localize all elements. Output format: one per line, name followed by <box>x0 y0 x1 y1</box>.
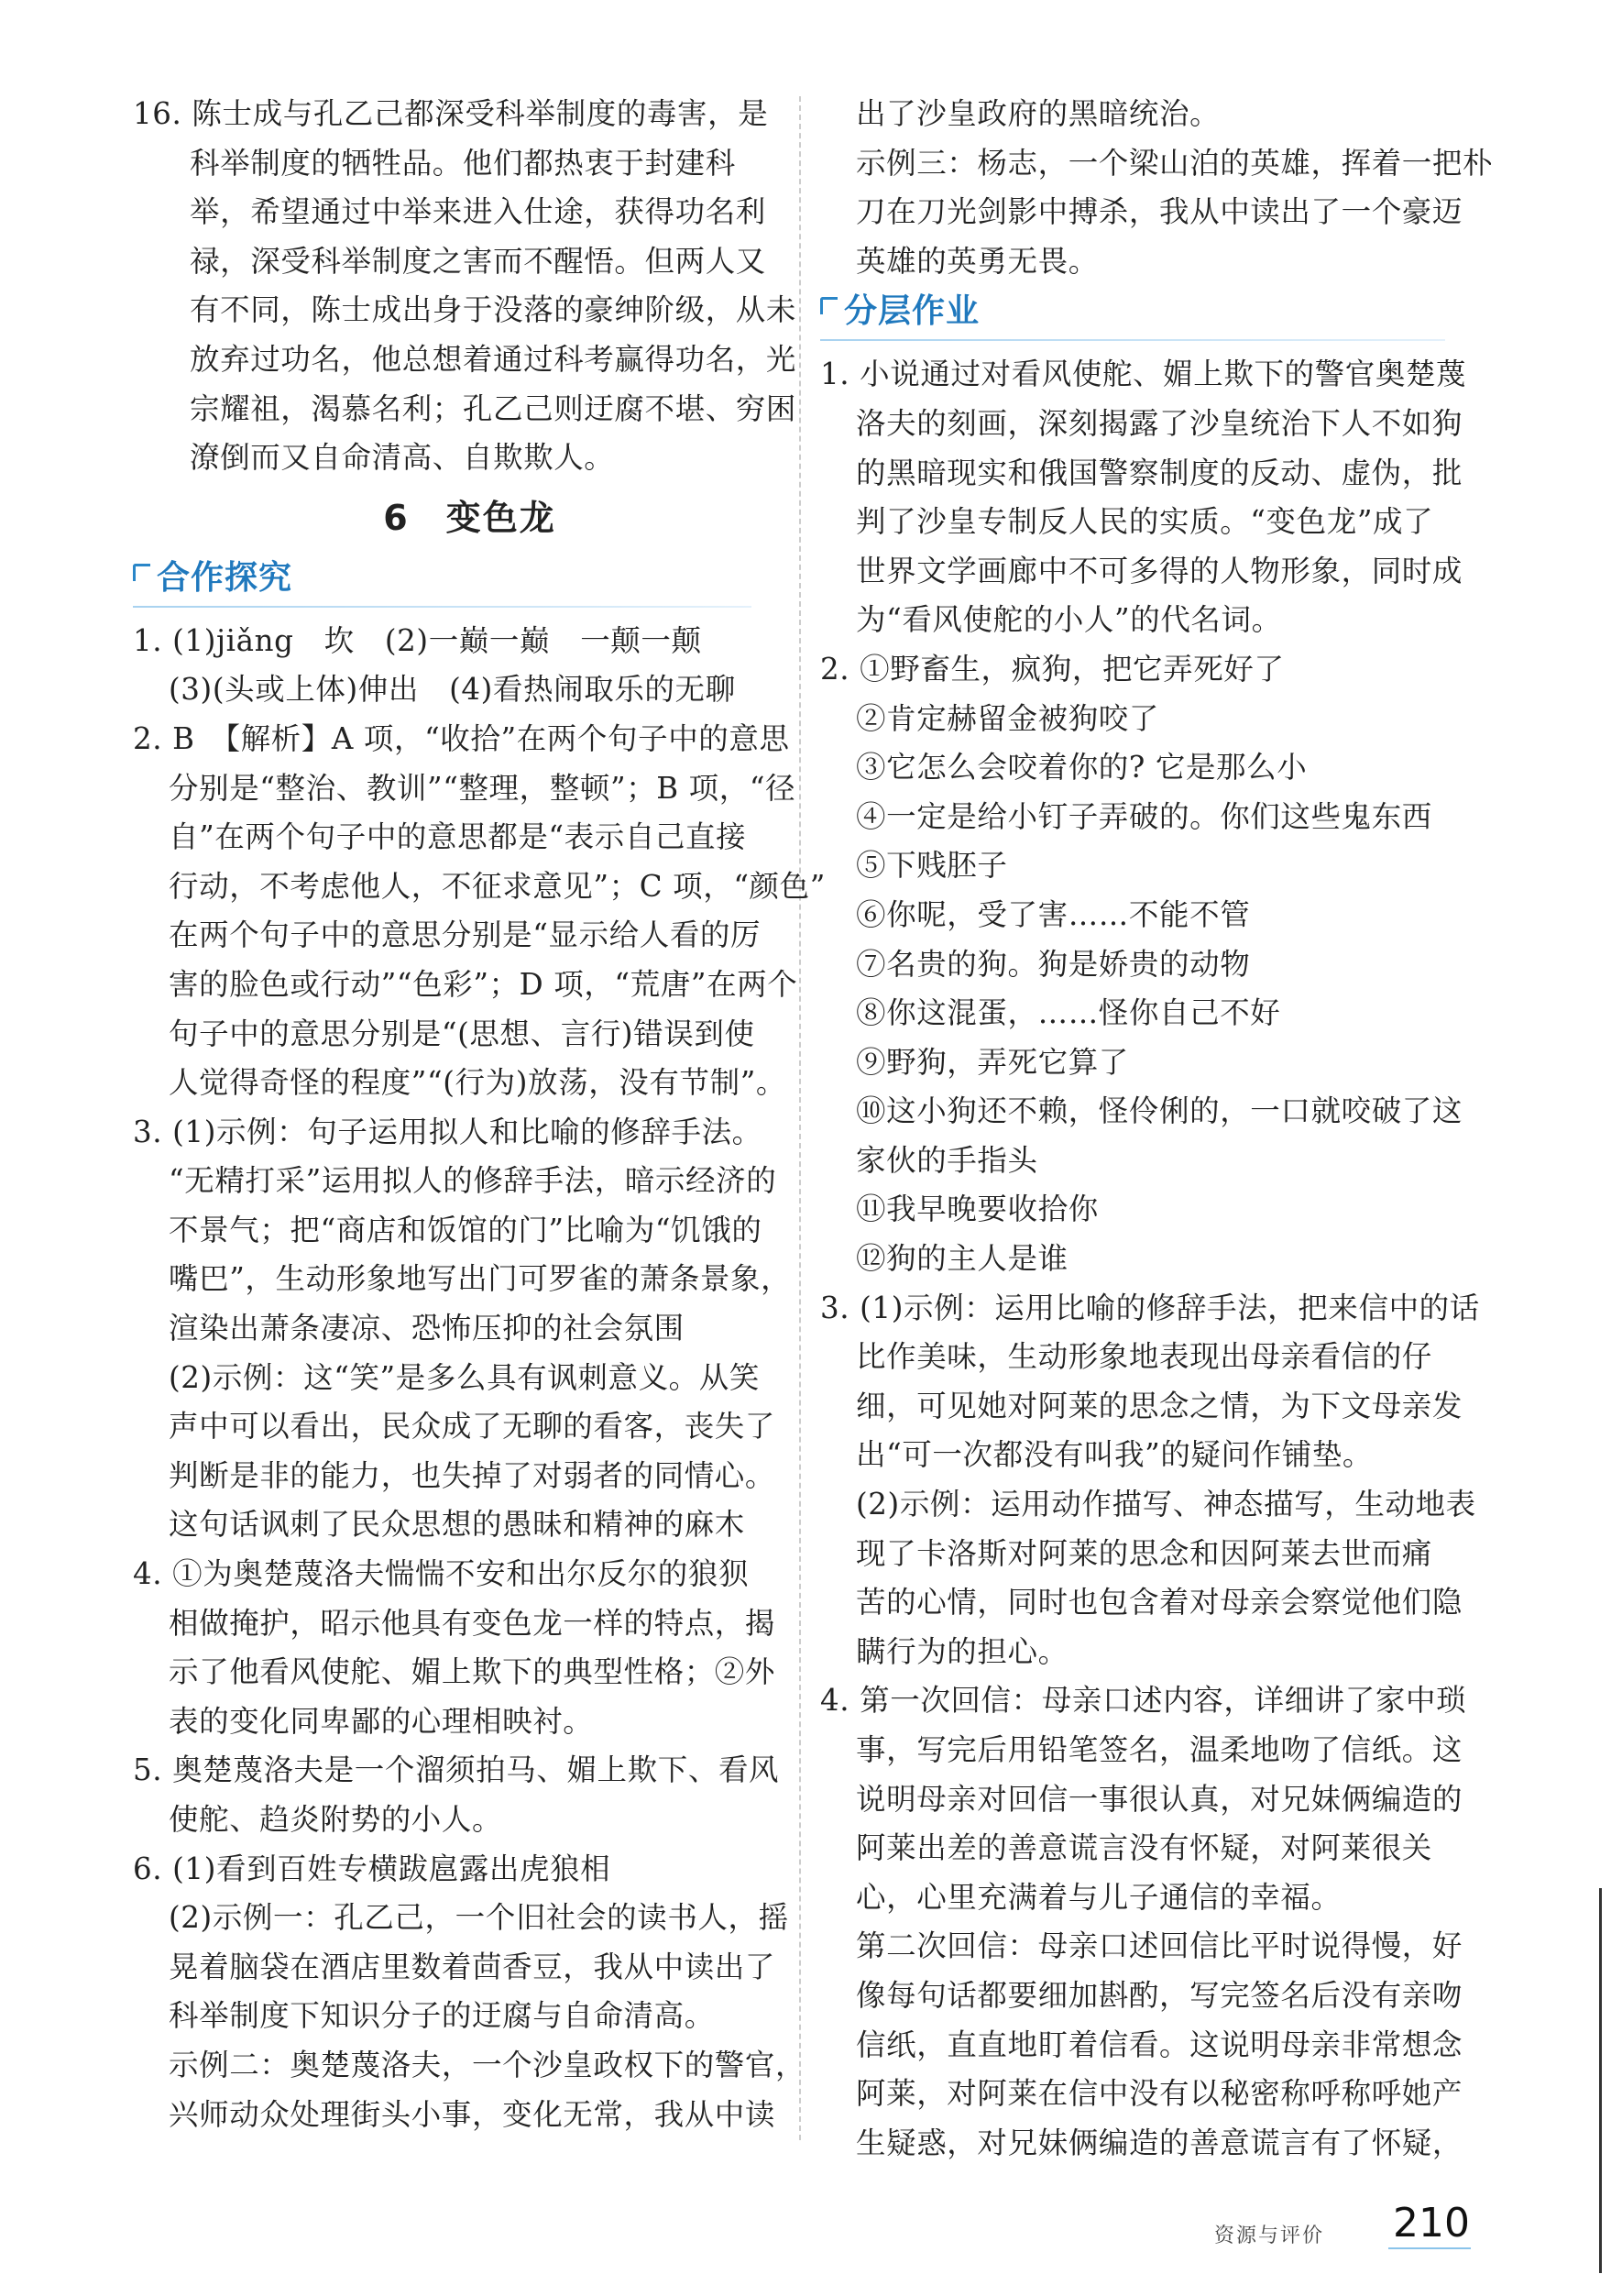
text-line: ⑤下贱胚子 <box>856 848 1008 884</box>
text-line: 像每句话都要细加斟酌，写完签名后没有亲吻 <box>856 1977 1463 2013</box>
text-line: 细，可见她对阿莱的思念之情，为下文母亲发 <box>856 1388 1463 1423</box>
text-line: 阿莱，对阿莱在信中没有以秘密称呼称呼她产 <box>856 2076 1463 2112</box>
section-marker-icon <box>820 297 838 314</box>
text-line: ⑦名贵的狗。狗是娇贵的动物 <box>856 946 1251 982</box>
section-rule <box>133 606 751 608</box>
text-line: 表的变化同卑鄙的心理相映衬。 <box>169 1703 594 1739</box>
text-line: 刀在刀光剑影中搏杀，我从中读出了一个豪迈 <box>856 194 1463 230</box>
text-line: 渲染出萧条凄凉、恐怖压抑的社会氛围 <box>169 1311 685 1346</box>
answer-6-continued <box>820 90 1494 286</box>
right-column <box>820 90 1494 2168</box>
section-rule <box>820 339 1445 341</box>
text-line: 出“可一次都没有叫我”的疑问作铺垫。 <box>856 1437 1374 1473</box>
text-line: 1. (1)jiǎng 坎 (2)一巅一巅 一颠一颠 <box>133 622 702 658</box>
text-line: 判断是非的能力，也失掉了对弱者的同情心。 <box>169 1457 776 1493</box>
text-line: 声中可以看出，民众成了无聊的看客，丧失了 <box>169 1409 776 1445</box>
text-line: 这句话讽刺了民众思想的愚昧和精神的麻木 <box>169 1507 745 1543</box>
text-line: ⑫狗的主人是谁 <box>856 1241 1069 1277</box>
text-line: 6. (1)看到百姓专横跋扈露出虎狼相 <box>133 1851 611 1886</box>
text-line: 示例二：奥楚蔑洛夫，一个沙皇政权下的警官， <box>169 2047 806 2082</box>
text-line: 3. (1)示例：句子运用拟人和比喻的修辞手法。 <box>133 1114 762 1149</box>
section-marker-icon <box>133 564 150 581</box>
text-line: 人觉得奇怪的程度”“(行为)放荡，没有节制”。 <box>169 1065 787 1101</box>
left-column <box>133 90 826 2139</box>
text-line: 使舵、趋炎附势的小人。 <box>169 1802 503 1837</box>
text-line: ④一定是给小钉子弄破的。你们这些鬼东西 <box>856 798 1432 834</box>
text-line: “无精打采”运用拟人的修辞手法，暗示经济的 <box>169 1163 777 1199</box>
text-line: 事，写完后用铅笔签名，温柔地吻了信纸。这 <box>856 1732 1463 1767</box>
text-line: 1. 小说通过对看风使舵、媚上欺下的警官奥楚蔑 <box>820 357 1467 392</box>
chapter-title: 6 变色龙 <box>383 497 556 538</box>
text-line: 行动，不考虑他人，不征求意见”；C 项，“颜色” <box>169 868 826 904</box>
text-line: ⑪我早晚要收拾你 <box>856 1192 1099 1227</box>
text-line: 16. 陈士成与孔乙己都深受科举制度的毒害，是 <box>133 96 769 131</box>
text-line: ②肯定赫留金被狗咬了 <box>856 700 1160 736</box>
text-line: 洛夫的刻画，深刻揭露了沙皇统治下人不如狗 <box>856 405 1463 441</box>
text-line: (2)示例一：孔乙己，一个旧社会的读书人，摇 <box>169 1900 789 1936</box>
text-line: 家伙的手指头 <box>856 1142 1038 1178</box>
text-line: 嘴巴”，生动形象地写出门可罗雀的萧条景象， <box>169 1261 792 1297</box>
text-line: ⑨野狗，弄死它算了 <box>856 1044 1129 1080</box>
page-footer <box>1214 2200 1489 2255</box>
text-line: 不景气；把“商店和饭馆的门”比喻为“饥饿的 <box>169 1212 762 1247</box>
text-line: 现了卡洛斯对阿莱的思念和因阿莱去世而痛 <box>856 1535 1432 1571</box>
text-line: ⑥你呢，受了害……不能不管 <box>856 896 1251 932</box>
section-label: 分层作业 <box>844 292 981 331</box>
text-line: (2)示例：这“笑”是多么具有讽刺意义。从笑 <box>169 1359 760 1395</box>
column-divider <box>799 96 801 2140</box>
text-line: 4. 第一次回信：母亲口述内容，详细讲了家中琐 <box>820 1683 1467 1719</box>
text-line: ③它怎么会咬着你的? 它是那么小 <box>856 750 1308 785</box>
text-line: 4. ①为奥楚蔑洛夫惴惴不安和出尔反尔的狼狈 <box>133 1556 750 1592</box>
text-line: 放弃过功名，他总想着通过科考赢得功名，光 <box>190 341 797 377</box>
footer-label: 资源与评价 <box>1214 2225 1325 2247</box>
text-line: 3. (1)示例：运用比喻的修辞手法，把来信中的话 <box>820 1290 1480 1325</box>
text-line: 有不同，陈士成出身于没落的豪绅阶级，从未 <box>190 292 797 328</box>
text-line: 阿莱出差的善意谎言没有怀疑，对阿莱很关 <box>856 1830 1432 1866</box>
text-line: 在两个句子中的意思分别是“显示给人看的厉 <box>169 917 762 953</box>
text-line: 举，希望通过中举来进入仕途，获得功名利 <box>190 194 766 230</box>
text-line: ⑧你这混蛋，……怪你自己不好 <box>856 995 1281 1031</box>
text-line: (3)(头或上体)伸出 (4)看热闹取乐的无聊 <box>169 672 736 708</box>
page-edge-line <box>1599 1888 1602 2273</box>
text-line: 出了沙皇政府的黑暗统治。 <box>856 96 1221 131</box>
page-number: 210 <box>1393 2200 1470 2247</box>
text-line: 害的脸色或行动”“色彩”；D 项，“荒唐”在两个 <box>169 966 798 1002</box>
text-line: ⑩这小狗还不赖，怪伶俐的，一口就咬破了这 <box>856 1093 1463 1129</box>
text-line: 比作美味，生动形象地表现出母亲看信的仔 <box>856 1339 1432 1375</box>
text-line: 心，心里充满着与儿子通信的幸福。 <box>856 1879 1342 1915</box>
page-number-underline <box>1388 2247 1471 2249</box>
answers-hezuo-tanjiu <box>133 617 826 2139</box>
text-line: 英雄的英勇无畏。 <box>856 243 1099 279</box>
text-line: 瞒行为的担心。 <box>856 1633 1069 1669</box>
text-line: 为“看风使舵的小人”的代名词。 <box>856 602 1282 638</box>
text-line: 宗耀祖，渴慕名利；孔乙己则迂腐不堪、穷困 <box>190 390 797 426</box>
text-line: 示例三：杨志，一个梁山泊的英雄，挥着一把朴 <box>856 145 1494 181</box>
text-line: 苦的心情，同时也包含着对母亲会察觉他们隐 <box>856 1585 1463 1620</box>
text-line: 示了他看风使舵、媚上欺下的典型性格；②外 <box>169 1654 776 1690</box>
text-line: 自”在两个句子中的意思都是“表示自己直接 <box>169 819 747 855</box>
text-line: (2)示例：运用动作描写、神态描写，生动地表 <box>856 1487 1476 1522</box>
text-line: 科举制度下知识分子的迂腐与自命清高。 <box>169 1998 715 2034</box>
text-line: 5. 奥楚蔑洛夫是一个溜须拍马、媚上欺下、看风 <box>133 1752 780 1788</box>
text-line: 生疑惑，对兄妹俩编造的善意谎言有了怀疑， <box>856 2125 1463 2160</box>
text-line: 信纸，直直地盯着信看。这说明母亲非常想念 <box>856 2027 1463 2062</box>
text-line: 相做掩护，昭示他具有变色龙一样的特点，揭 <box>169 1605 776 1641</box>
section-header-hezuo-tanjiu <box>133 555 779 608</box>
answers-fenceng-zuoye <box>820 350 1480 2168</box>
text-line: 2. ①野畜生，疯狗，把它弄死好了 <box>820 651 1285 687</box>
text-line: 句子中的意思分别是“(思想、言行)错误到使 <box>169 1016 755 1051</box>
text-line: 兴师动众处理街头小事，变化无常，我从中读 <box>169 2096 776 2132</box>
answer-16 <box>133 90 797 483</box>
text-line: 世界文学画廊中不可多得的人物形象，同时成 <box>856 553 1463 588</box>
text-line: 2. B 【解析】A 项，“收拾”在两个句子中的意思 <box>133 720 790 756</box>
text-line: 晃着脑袋在酒店里数着茴香豆，我从中读出了 <box>169 1949 776 1984</box>
section-header-fenceng-zuoye <box>820 288 1473 341</box>
text-line: 第二次回信：母亲口述回信比平时说得慢，好 <box>856 1928 1463 1964</box>
text-line: 禄，深受科举制度之害而不醒悟。但两人又 <box>190 243 766 279</box>
text-line: 判了沙皇专制反人民的实质。“变色龙”成了 <box>856 504 1434 540</box>
section-label: 合作探究 <box>157 558 293 597</box>
text-line: 说明母亲对回信一事很认真，对兄妹俩编造的 <box>856 1781 1463 1817</box>
text-line: 分别是“整治、教训”“整理，整顿”；B 项，“径 <box>169 770 796 806</box>
text-line: 潦倒而又自命清高、自欺欺人。 <box>190 440 615 476</box>
text-line: 科举制度的牺牲品。他们都热衷于封建科 <box>190 145 736 181</box>
text-line: 的黑暗现实和俄国警察制度的反动、虚伪，批 <box>856 455 1463 490</box>
